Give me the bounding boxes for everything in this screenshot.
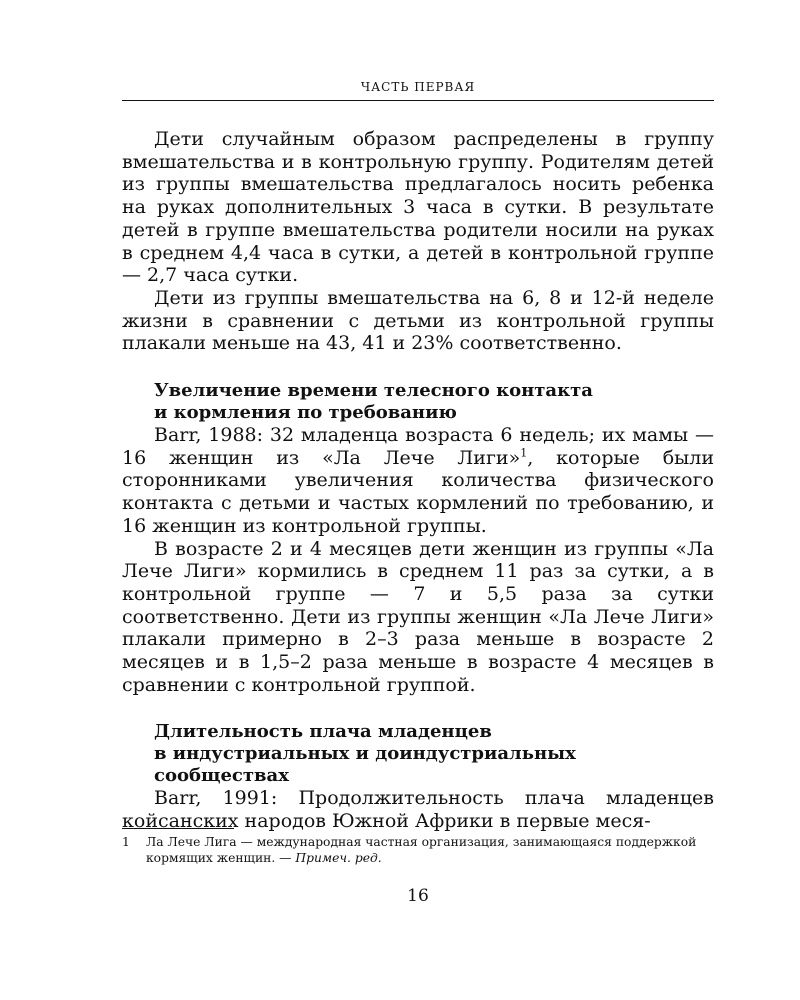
footnote-mark: 1 bbox=[122, 835, 130, 849]
section-heading-line: Увеличение времени телесного контакта bbox=[154, 380, 593, 402]
footnote-rule bbox=[122, 828, 234, 829]
section-heading-line: и кормления по требованию bbox=[154, 402, 457, 424]
footnote-text bbox=[146, 834, 714, 866]
section-heading bbox=[154, 721, 714, 787]
running-head: ЧАСТЬ ПЕРВАЯ bbox=[360, 80, 476, 94]
paragraph: Дети случайным образом распределены в группу вмешательства и в контрольную группу. Родителям детей из группы вмешательства предлагалось носить ребенка на руках дополнительных 3 часа в сутки. В результате детей в группе вмешательства родители носили на руках в среднем 4,4 часа в сутки, а детей в контрольной группе — 2,7 часа сутки. bbox=[122, 128, 714, 287]
section-heading bbox=[154, 380, 714, 424]
footnote-body: Ла Лече Лига — международная частная организация, занимающаяся поддержкой кормящих женщин. — bbox=[146, 835, 697, 865]
body-text bbox=[122, 128, 714, 833]
section-heading-line: Длительность плача младенцев bbox=[154, 721, 492, 743]
paragraph: В возрасте 2 и 4 месяцев дети женщин из группы «Ла Лече Лиги» кормились в среднем 11 раз за сутки, а в контрольной группе — 7 и 5,5 раза за сутки соответственно. Дети из группы женщин «Ла Лече Лиги» плакали примерно в 2–3 раза меньше в возрасте 2 месяцев и в 1,5–2 раза меньше в возрасте 4 месяцев в сравнении с контрольной группой. bbox=[122, 537, 714, 696]
section-heading-line: в индустриальных и доиндустриальных bbox=[154, 743, 576, 765]
paragraph-text: , которые были сторонниками увеличения количества физического контакта с детьми и частых кормлений по требованию, и 16 женщин из контрольной группы. bbox=[122, 446, 714, 537]
section-heading-line: сообществах bbox=[154, 765, 289, 787]
paragraph: Barr, 1991: Продолжительность плача младенцев койсанских народов Южной Африки в первые меся- bbox=[122, 787, 714, 833]
header-rule bbox=[122, 100, 714, 101]
footnote-reference: 1 bbox=[520, 446, 528, 460]
book-page bbox=[122, 0, 714, 1000]
paragraph bbox=[122, 424, 714, 538]
editor-note: Примеч. ред. bbox=[295, 851, 382, 865]
footnote bbox=[122, 834, 714, 866]
page-number: 16 bbox=[407, 886, 429, 906]
paragraph: Дети из группы вмешательства на 6, 8 и 12-й неделе жизни в сравнении с детьми из контрольной группы плакали меньше на 43, 41 и 23% соответственно. bbox=[122, 286, 714, 355]
paragraph-text: Barr, 1988: 32 младенца возраста 6 недель; их мамы — 16 женщин из «Ла Лече Лиги» bbox=[122, 424, 714, 469]
